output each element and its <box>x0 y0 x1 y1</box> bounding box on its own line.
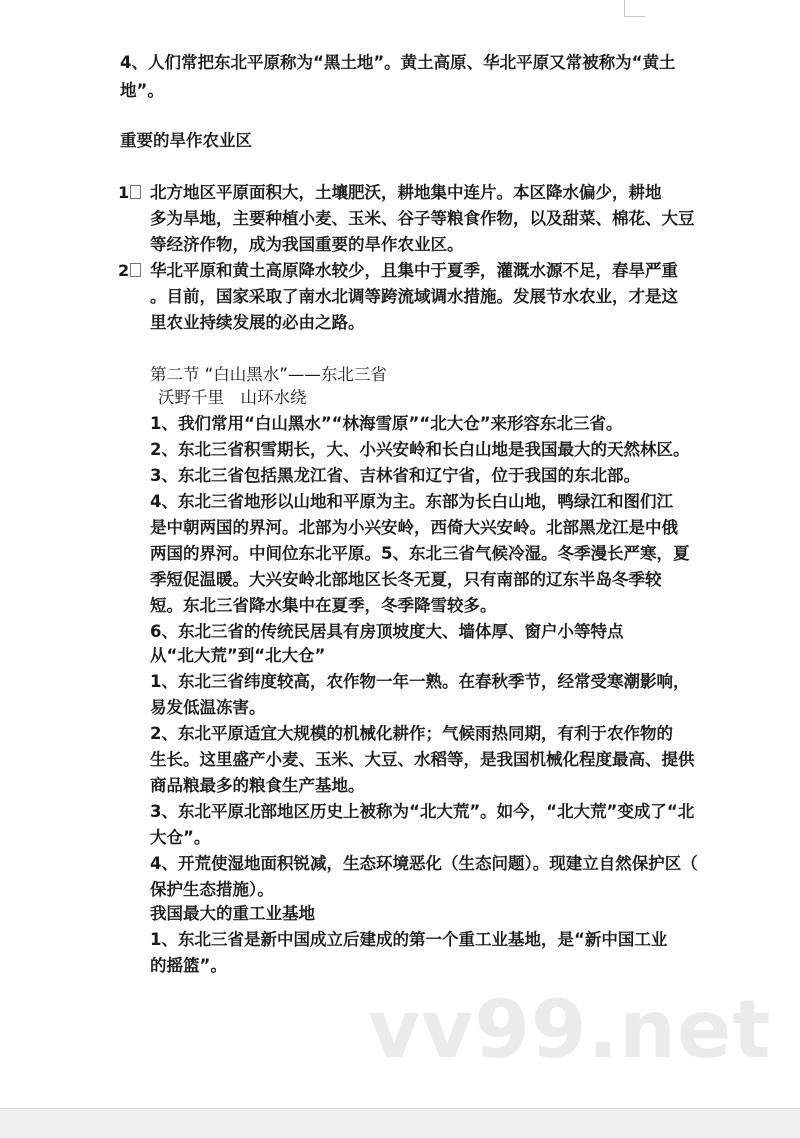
dry-item-2-line3: 里农业持续发展的必由之路。 <box>150 313 365 332</box>
page-corner-mark <box>624 0 645 17</box>
list-number: 2 <box>118 260 141 282</box>
text-line: 1、东北三省是新中国成立后建成的第一个重工业基地，是“新中国工业 <box>150 930 668 949</box>
text-line: 1、东北三省纬度较高，农作物一年一熟。在春秋季节，经常受寒潮影响， <box>150 672 690 691</box>
heading-dryland: 重要的旱作农业区 <box>120 131 252 150</box>
text-line: 2、东北三省积雪期长，大、小兴安岭和长白山地是我国最大的天然林区。 <box>150 440 690 459</box>
text-line: 6、东北三省的传统民居具有房顶坡度大、墙体厚、窗户小等特点 <box>150 622 624 641</box>
watermark: vv99.net <box>368 983 772 1076</box>
top-item-4-line2: 地”。 <box>120 81 164 100</box>
dry-item-2-line2: 。目前，国家采取了南水北调等跨流域调水措施。发展节水农业，才是这 <box>150 287 678 306</box>
sub-heading-1: 沃野千里 山环水绕 <box>158 388 307 407</box>
text-line: 易发低温冻害。 <box>150 698 266 717</box>
dry-item-1-line1: 北方地区平原面积大，土壤肥沃，耕地集中连片。本区降水偏少，耕地 <box>150 183 662 202</box>
text-line: 1、我们常用“白山黑水”“林海雪原”“北大仓”来形容东北三省。 <box>150 414 623 433</box>
list-number: 1 <box>118 182 141 204</box>
text-line: 3、东北平原北部地区历史上被称为“北大荒”。如今，“北大荒”变成了“北 <box>150 802 695 821</box>
sub-heading-3: 我国最大的重工业基地 <box>150 904 315 923</box>
page-bottom-strip <box>0 1108 800 1138</box>
text-line: 短。东北三省降水集中在夏季，冬季降雪较多。 <box>150 596 497 615</box>
top-item-4-line1: 4、人们常把东北平原称为“黑土地”。黄土高原、华北平原又常被称为“黄土 <box>120 53 676 72</box>
text-line: 的摇篮”。 <box>150 956 227 975</box>
text-line: 4、东北三省地形以山地和平原为主。东部为长白山地，鸭绿江和图们江 <box>150 492 673 511</box>
text-line: 生长。这里盛产小麦、玉米、大豆、水稻等，是我国机械化程度最高、提供 <box>150 750 695 769</box>
section-title: 第二节 “白山黑水”——东北三省 <box>150 365 387 384</box>
dry-item-2-line1: 华北平原和黄土高原降水较少，且集中于夏季，灌溉水源不足，春旱严重 <box>150 261 678 280</box>
text-line: 3、东北三省包括黑龙江省、吉林省和辽宁省，位于我国的东北部。 <box>150 466 640 485</box>
dry-item-1-line2: 多为旱地，主要种植小麦、玉米、谷子等粮食作物，以及甜菜、棉花、大豆 <box>150 209 695 228</box>
dry-item-1-line3: 等经济作物，成为我国重要的旱作农业区。 <box>150 235 464 254</box>
missing-glyph-box <box>130 263 141 277</box>
missing-glyph-box <box>130 185 141 199</box>
text-line: 保护生态措施）。 <box>150 880 274 899</box>
sub-heading-2: 从“北大荒”到“北大仓” <box>150 646 326 665</box>
text-line: 季短促温暖。大兴安岭北部地区长冬无夏，只有南部的辽东半岛冬季较 <box>150 570 662 589</box>
text-line: 4、开荒使湿地面积锐减，生态环境恶化（生态问题）。现建立自然保护区（ <box>150 854 698 873</box>
text-line: 大仓”。 <box>150 828 211 847</box>
text-line: 两国的界河。中间位东北平原。5、东北三省气候冷湿。冬季漫长严寒，夏 <box>150 544 690 563</box>
text-line: 2、东北平原适宜大规模的机械化耕作；气候雨热同期，有利于农作物的 <box>150 724 673 743</box>
text-line: 是中朝两国的界河。北部为小兴安岭，西倚大兴安岭。北部黑龙江是中俄 <box>150 518 678 537</box>
text-line: 商品粮最多的粮食生产基地。 <box>150 776 365 795</box>
